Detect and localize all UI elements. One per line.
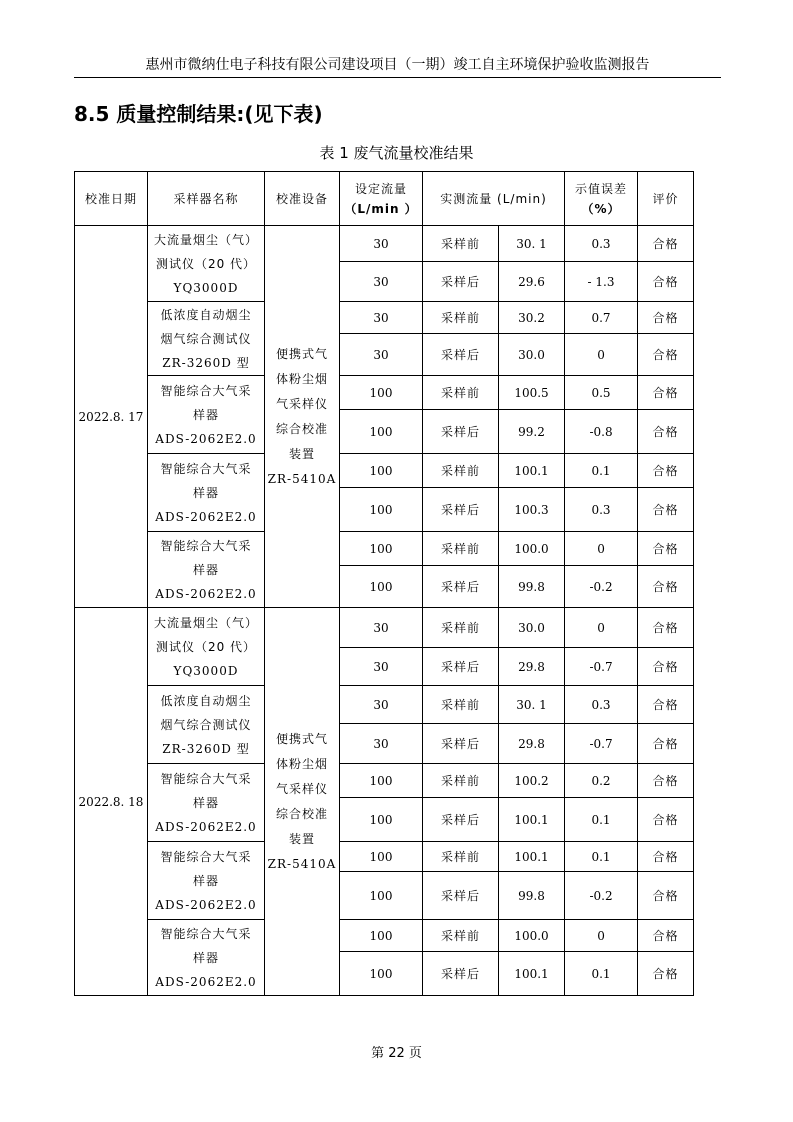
measured-flow: 100.3	[499, 488, 565, 532]
set-flow: 30	[340, 302, 423, 334]
col-eval: 评价	[638, 172, 694, 226]
evaluation: 合格	[638, 952, 694, 996]
col-device: 校准设备	[265, 172, 340, 226]
indication-error: -0.2	[565, 566, 638, 608]
measured-flow: 99.8	[499, 566, 565, 608]
sampler-name-line: 样器	[192, 485, 219, 500]
calibration-device-line: ZR-5410A	[267, 856, 337, 871]
col-error-line1: 示值误差	[575, 181, 628, 196]
calibration-device-line: 体粉尘烟	[275, 371, 328, 386]
indication-error: - 1.3	[565, 262, 638, 302]
table-row	[75, 842, 694, 872]
col-date: 校准日期	[75, 172, 148, 226]
table-row	[75, 920, 694, 952]
table-row	[75, 454, 694, 488]
set-flow: 30	[340, 608, 423, 648]
indication-error: 0	[565, 334, 638, 376]
sampler-name-line: 测试仪（20 代）	[155, 639, 257, 654]
sampler-name-line: ADS-2062E2.0	[155, 586, 257, 601]
sampler-name-line: 样器	[192, 873, 219, 888]
set-flow: 30	[340, 334, 423, 376]
table-row	[75, 608, 694, 648]
measured-flow: 30.0	[499, 608, 565, 648]
indication-error: 0.3	[565, 488, 638, 532]
evaluation: 合格	[638, 566, 694, 608]
measured-flow: 100.5	[499, 376, 565, 410]
sampler-name-line: 烟气综合测试仪	[160, 717, 252, 732]
evaluation: 合格	[638, 686, 694, 724]
set-flow: 100	[340, 566, 423, 608]
evaluation: 合格	[638, 454, 694, 488]
calibration-device-line: 综合校准	[275, 806, 328, 821]
evaluation: 合格	[638, 608, 694, 648]
col-set-flow-line2: （L/min ）	[344, 201, 418, 216]
table-row	[75, 302, 694, 334]
sampler-name-line: 智能综合大气采	[160, 461, 252, 476]
evaluation: 合格	[638, 764, 694, 798]
evaluation: 合格	[638, 262, 694, 302]
evaluation: 合格	[638, 920, 694, 952]
indication-error: 0.7	[565, 302, 638, 334]
set-flow: 30	[340, 262, 423, 302]
indication-error: 0	[565, 608, 638, 648]
set-flow: 30	[340, 648, 423, 686]
indication-error: 0	[565, 532, 638, 566]
evaluation: 合格	[638, 724, 694, 764]
sampling-phase: 采样前	[423, 302, 499, 334]
sampling-phase: 采样后	[423, 872, 499, 920]
measured-flow: 100.1	[499, 454, 565, 488]
indication-error: 0	[565, 920, 638, 952]
indication-error: 0.3	[565, 686, 638, 724]
indication-error: 0.1	[565, 454, 638, 488]
indication-error: 0.1	[565, 798, 638, 842]
indication-error: 0.5	[565, 376, 638, 410]
evaluation: 合格	[638, 798, 694, 842]
measured-flow: 100.2	[499, 764, 565, 798]
sampler-name-line: YQ3000D	[173, 280, 239, 295]
measured-flow: 29.8	[499, 648, 565, 686]
set-flow: 30	[340, 686, 423, 724]
sampler-name	[148, 920, 265, 996]
set-flow: 100	[340, 454, 423, 488]
measured-flow: 30. 1	[499, 226, 565, 262]
calibration-device-line: 装置	[288, 831, 315, 846]
sampler-name-line: 样器	[192, 950, 219, 965]
set-flow: 100	[340, 952, 423, 996]
calibration-device-line: 气采样仪	[275, 781, 328, 796]
sampler-name	[148, 686, 265, 764]
sampler-name-line: 大流量烟尘（气）	[153, 232, 258, 247]
indication-error: -0.8	[565, 410, 638, 454]
indication-error: -0.2	[565, 872, 638, 920]
set-flow: 100	[340, 410, 423, 454]
sampling-phase: 采样后	[423, 648, 499, 686]
table-row	[75, 226, 694, 262]
sampling-phase: 采样后	[423, 334, 499, 376]
sampling-phase: 采样前	[423, 842, 499, 872]
sampling-phase: 采样前	[423, 764, 499, 798]
calibration-date: 2022.8. 18	[75, 608, 148, 996]
sampler-name	[148, 842, 265, 920]
evaluation: 合格	[638, 872, 694, 920]
table-header-row	[75, 172, 694, 226]
measured-flow: 29.8	[499, 724, 565, 764]
calibration-device-line: 便携式气	[275, 346, 328, 361]
calibration-device-line: 体粉尘烟	[275, 756, 328, 771]
set-flow: 100	[340, 798, 423, 842]
col-set-flow-line1: 设定流量	[354, 181, 407, 196]
set-flow: 30	[340, 724, 423, 764]
sampling-phase: 采样后	[423, 566, 499, 608]
page-header: 惠州市微纳仕电子科技有限公司建设项目（一期）竣工自主环境保护验收监测报告	[74, 55, 721, 78]
set-flow: 100	[340, 872, 423, 920]
col-sampler: 采样器名称	[148, 172, 265, 226]
set-flow: 100	[340, 376, 423, 410]
calibration-date: 2022.8. 17	[75, 226, 148, 608]
sampler-name-line: 智能综合大气采	[160, 538, 252, 553]
sampler-name-line: 低浓度自动烟尘	[160, 693, 252, 708]
col-set-flow	[340, 172, 423, 226]
sampler-name-line: 低浓度自动烟尘	[160, 307, 252, 322]
set-flow: 100	[340, 488, 423, 532]
sampler-name-line: 智能综合大气采	[160, 926, 252, 941]
sampler-name-line: 智能综合大气采	[160, 771, 252, 786]
measured-flow: 99.8	[499, 872, 565, 920]
measured-flow: 100.1	[499, 842, 565, 872]
calibration-device	[265, 226, 340, 608]
sampling-phase: 采样后	[423, 952, 499, 996]
sampler-name-line: 样器	[192, 407, 219, 422]
sampler-name-line: ADS-2062E2.0	[155, 897, 257, 912]
sampler-name-line: YQ3000D	[173, 663, 239, 678]
measured-flow: 100.1	[499, 952, 565, 996]
table-caption: 表 1 废气流量校准结果	[319, 144, 474, 162]
sampler-name-line: 智能综合大气采	[160, 383, 252, 398]
table-row	[75, 376, 694, 410]
sampler-name-line: ADS-2062E2.0	[155, 431, 257, 446]
calibration-device-line: ZR-5410A	[267, 471, 337, 486]
sampling-phase: 采样后	[423, 798, 499, 842]
measured-flow: 100.0	[499, 532, 565, 566]
sampler-name	[148, 532, 265, 608]
sampling-phase: 采样前	[423, 532, 499, 566]
calibration-device-line: 气采样仪	[275, 396, 328, 411]
measured-flow: 100.0	[499, 920, 565, 952]
sampler-name	[148, 302, 265, 376]
sampler-name-line: 样器	[192, 795, 219, 810]
sampler-name	[148, 376, 265, 454]
sampler-name-line: ZR-3260D 型	[162, 355, 250, 370]
sampler-name	[148, 764, 265, 842]
sampling-phase: 采样前	[423, 920, 499, 952]
sampler-name-line: 智能综合大气采	[160, 849, 252, 864]
sampler-name-line: ADS-2062E2.0	[155, 819, 257, 834]
indication-error: -0.7	[565, 648, 638, 686]
sampler-name	[148, 608, 265, 686]
sampling-phase: 采样后	[423, 262, 499, 302]
measured-flow: 99.2	[499, 410, 565, 454]
sampling-phase: 采样前	[423, 686, 499, 724]
sampling-phase: 采样前	[423, 226, 499, 262]
set-flow: 100	[340, 764, 423, 798]
set-flow: 100	[340, 532, 423, 566]
page-number: 第 22 页	[371, 1046, 422, 1061]
evaluation: 合格	[638, 648, 694, 686]
calibration-device-line: 装置	[288, 446, 315, 461]
indication-error: 0.2	[565, 764, 638, 798]
set-flow: 100	[340, 842, 423, 872]
indication-error: -0.7	[565, 724, 638, 764]
evaluation: 合格	[638, 302, 694, 334]
sampling-phase: 采样后	[423, 410, 499, 454]
sampler-name-line: ZR-3260D 型	[162, 741, 250, 756]
measured-flow: 100.1	[499, 798, 565, 842]
sampler-name-line: 样器	[192, 562, 219, 577]
measured-flow: 30.0	[499, 334, 565, 376]
sampling-phase: 采样前	[423, 608, 499, 648]
sampling-phase: 采样后	[423, 488, 499, 532]
calibration-device-line: 综合校准	[275, 421, 328, 436]
table-row	[75, 532, 694, 566]
col-error	[565, 172, 638, 226]
evaluation: 合格	[638, 488, 694, 532]
measured-flow: 29.6	[499, 262, 565, 302]
col-error-line2: （%）	[581, 201, 621, 216]
sampler-name	[148, 226, 265, 302]
indication-error: 0.1	[565, 842, 638, 872]
indication-error: 0.1	[565, 952, 638, 996]
measured-flow: 30.2	[499, 302, 565, 334]
indication-error: 0.3	[565, 226, 638, 262]
sampler-name-line: 测试仪（20 代）	[155, 256, 257, 271]
evaluation: 合格	[638, 334, 694, 376]
sampling-phase: 采样前	[423, 454, 499, 488]
calibration-device	[265, 608, 340, 996]
col-measured: 实测流量 (L/min)	[423, 172, 565, 226]
sampler-name-line: ADS-2062E2.0	[155, 974, 257, 989]
calibration-table	[74, 171, 694, 996]
table-row	[75, 764, 694, 798]
evaluation: 合格	[638, 226, 694, 262]
set-flow: 100	[340, 920, 423, 952]
table-row	[75, 686, 694, 724]
set-flow: 30	[340, 226, 423, 262]
sampler-name-line: 烟气综合测试仪	[160, 331, 252, 346]
section-title: 8.5 质量控制结果:(见下表)	[74, 102, 323, 126]
evaluation: 合格	[638, 842, 694, 872]
measured-flow: 30. 1	[499, 686, 565, 724]
sampler-name-line: ADS-2062E2.0	[155, 509, 257, 524]
sampling-phase: 采样前	[423, 376, 499, 410]
evaluation: 合格	[638, 532, 694, 566]
evaluation: 合格	[638, 410, 694, 454]
evaluation: 合格	[638, 376, 694, 410]
sampler-name	[148, 454, 265, 532]
calibration-device-line: 便携式气	[275, 731, 328, 746]
sampling-phase: 采样后	[423, 724, 499, 764]
sampler-name-line: 大流量烟尘（气）	[153, 615, 258, 630]
